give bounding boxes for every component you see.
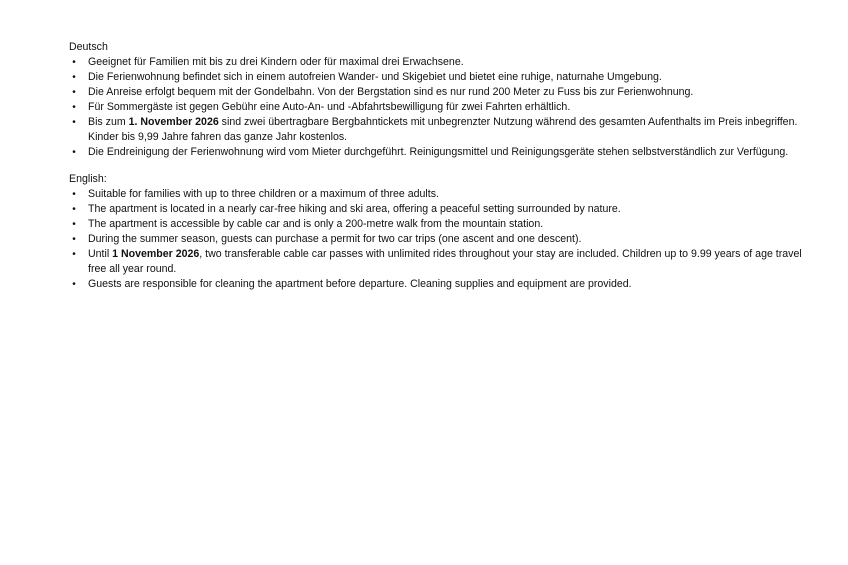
german-bullet-list	[69, 55, 819, 160]
german-heading: Deutsch	[69, 41, 108, 53]
list-item	[69, 55, 819, 70]
list-item-text: Für Sommergäste ist gegen Gebühr eine Auto-An- und -Abfahrtsbewilligung für zwei Fahrten erhältlich.	[88, 101, 571, 113]
bullet-icon: •	[72, 87, 76, 98]
list-item	[69, 70, 819, 85]
bullet-icon: •	[72, 72, 76, 83]
list-item-text: The apartment is accessible by cable car and is only a 200-metre walk from the mountain station.	[88, 218, 544, 230]
list-item-text: Suitable for families with up to three children or a maximum of three adults.	[88, 188, 439, 200]
bullet-icon: •	[72, 234, 76, 245]
english-section	[69, 172, 819, 292]
list-item-text: Die Endreinigung der Ferienwohnung wird vom Mieter durchgeführt. Reinigungsmittel und Reinigungsgeräte stehen selbstverständlich zur Verfügung.	[88, 146, 789, 158]
list-item-text-line-2: free all year round.	[88, 263, 177, 275]
list-item-text-line-1	[88, 115, 819, 130]
list-item	[69, 277, 819, 292]
bullet-icon: •	[72, 189, 76, 200]
bullet-icon: •	[72, 102, 76, 113]
english-heading: English:	[69, 173, 107, 185]
bullet-icon: •	[72, 204, 76, 215]
list-item-text: Die Anreise erfolgt bequem mit der Gondelbahn. Von der Bergstation sind es nur rund 200 Meter zu Fuss bis zur Ferienwohnung.	[88, 86, 694, 98]
list-item-text: During the summer season, guests can purchase a permit for two car trips (one ascent and one descent).	[88, 233, 582, 245]
list-item	[69, 145, 819, 160]
deadline-date: 1. November 2026	[128, 116, 219, 128]
list-item-text: Die Ferienwohnung befindet sich in einem autofreien Wander- und Skigebiet und bietet eine ruhige, naturnahe Umgebung.	[88, 71, 662, 83]
list-item-text-line-1	[88, 247, 819, 262]
list-item-text-pre: Bis zum	[88, 116, 129, 128]
list-item	[69, 100, 819, 115]
list-item-text-post: , two transferable cable car passes with unlimited rides throughout your stay are included. Children up to 9.99 years of age travel	[199, 248, 802, 260]
bullet-icon: •	[72, 249, 76, 260]
list-item-text: Geeignet für Familien mit bis zu drei Kindern oder für maximal drei Erwachsene.	[88, 56, 464, 68]
bullet-icon: •	[72, 279, 76, 290]
list-item-text-line-2: Kinder bis 9,99 Jahre fahren das ganze Jahr kostenlos.	[88, 131, 348, 143]
list-item-text: The apartment is located in a nearly car-free hiking and ski area, offering a peaceful setting surrounded by nature.	[88, 203, 621, 215]
list-item	[69, 115, 819, 145]
bullet-icon: •	[72, 57, 76, 68]
list-item	[69, 217, 819, 232]
list-item-text-pre: Until	[88, 248, 113, 260]
english-bullet-list	[69, 187, 819, 292]
bullet-icon: •	[72, 117, 76, 128]
list-item-text: Guests are responsible for cleaning the apartment before departure. Cleaning supplies and equipment are provided.	[88, 278, 632, 290]
bullet-icon: •	[72, 147, 76, 158]
list-item	[69, 187, 819, 202]
deadline-date: 1 November 2026	[112, 248, 200, 260]
list-item	[69, 85, 819, 100]
list-item	[69, 232, 819, 247]
list-item	[69, 202, 819, 217]
list-item-text-post: sind zwei übertragbare Bergbahntickets mit unbegrenzter Nutzung während des gesamten Aufenthalts im Preis inbegriffen.	[218, 116, 798, 128]
list-item	[69, 247, 819, 277]
bullet-icon: •	[72, 219, 76, 230]
german-section	[69, 40, 819, 160]
